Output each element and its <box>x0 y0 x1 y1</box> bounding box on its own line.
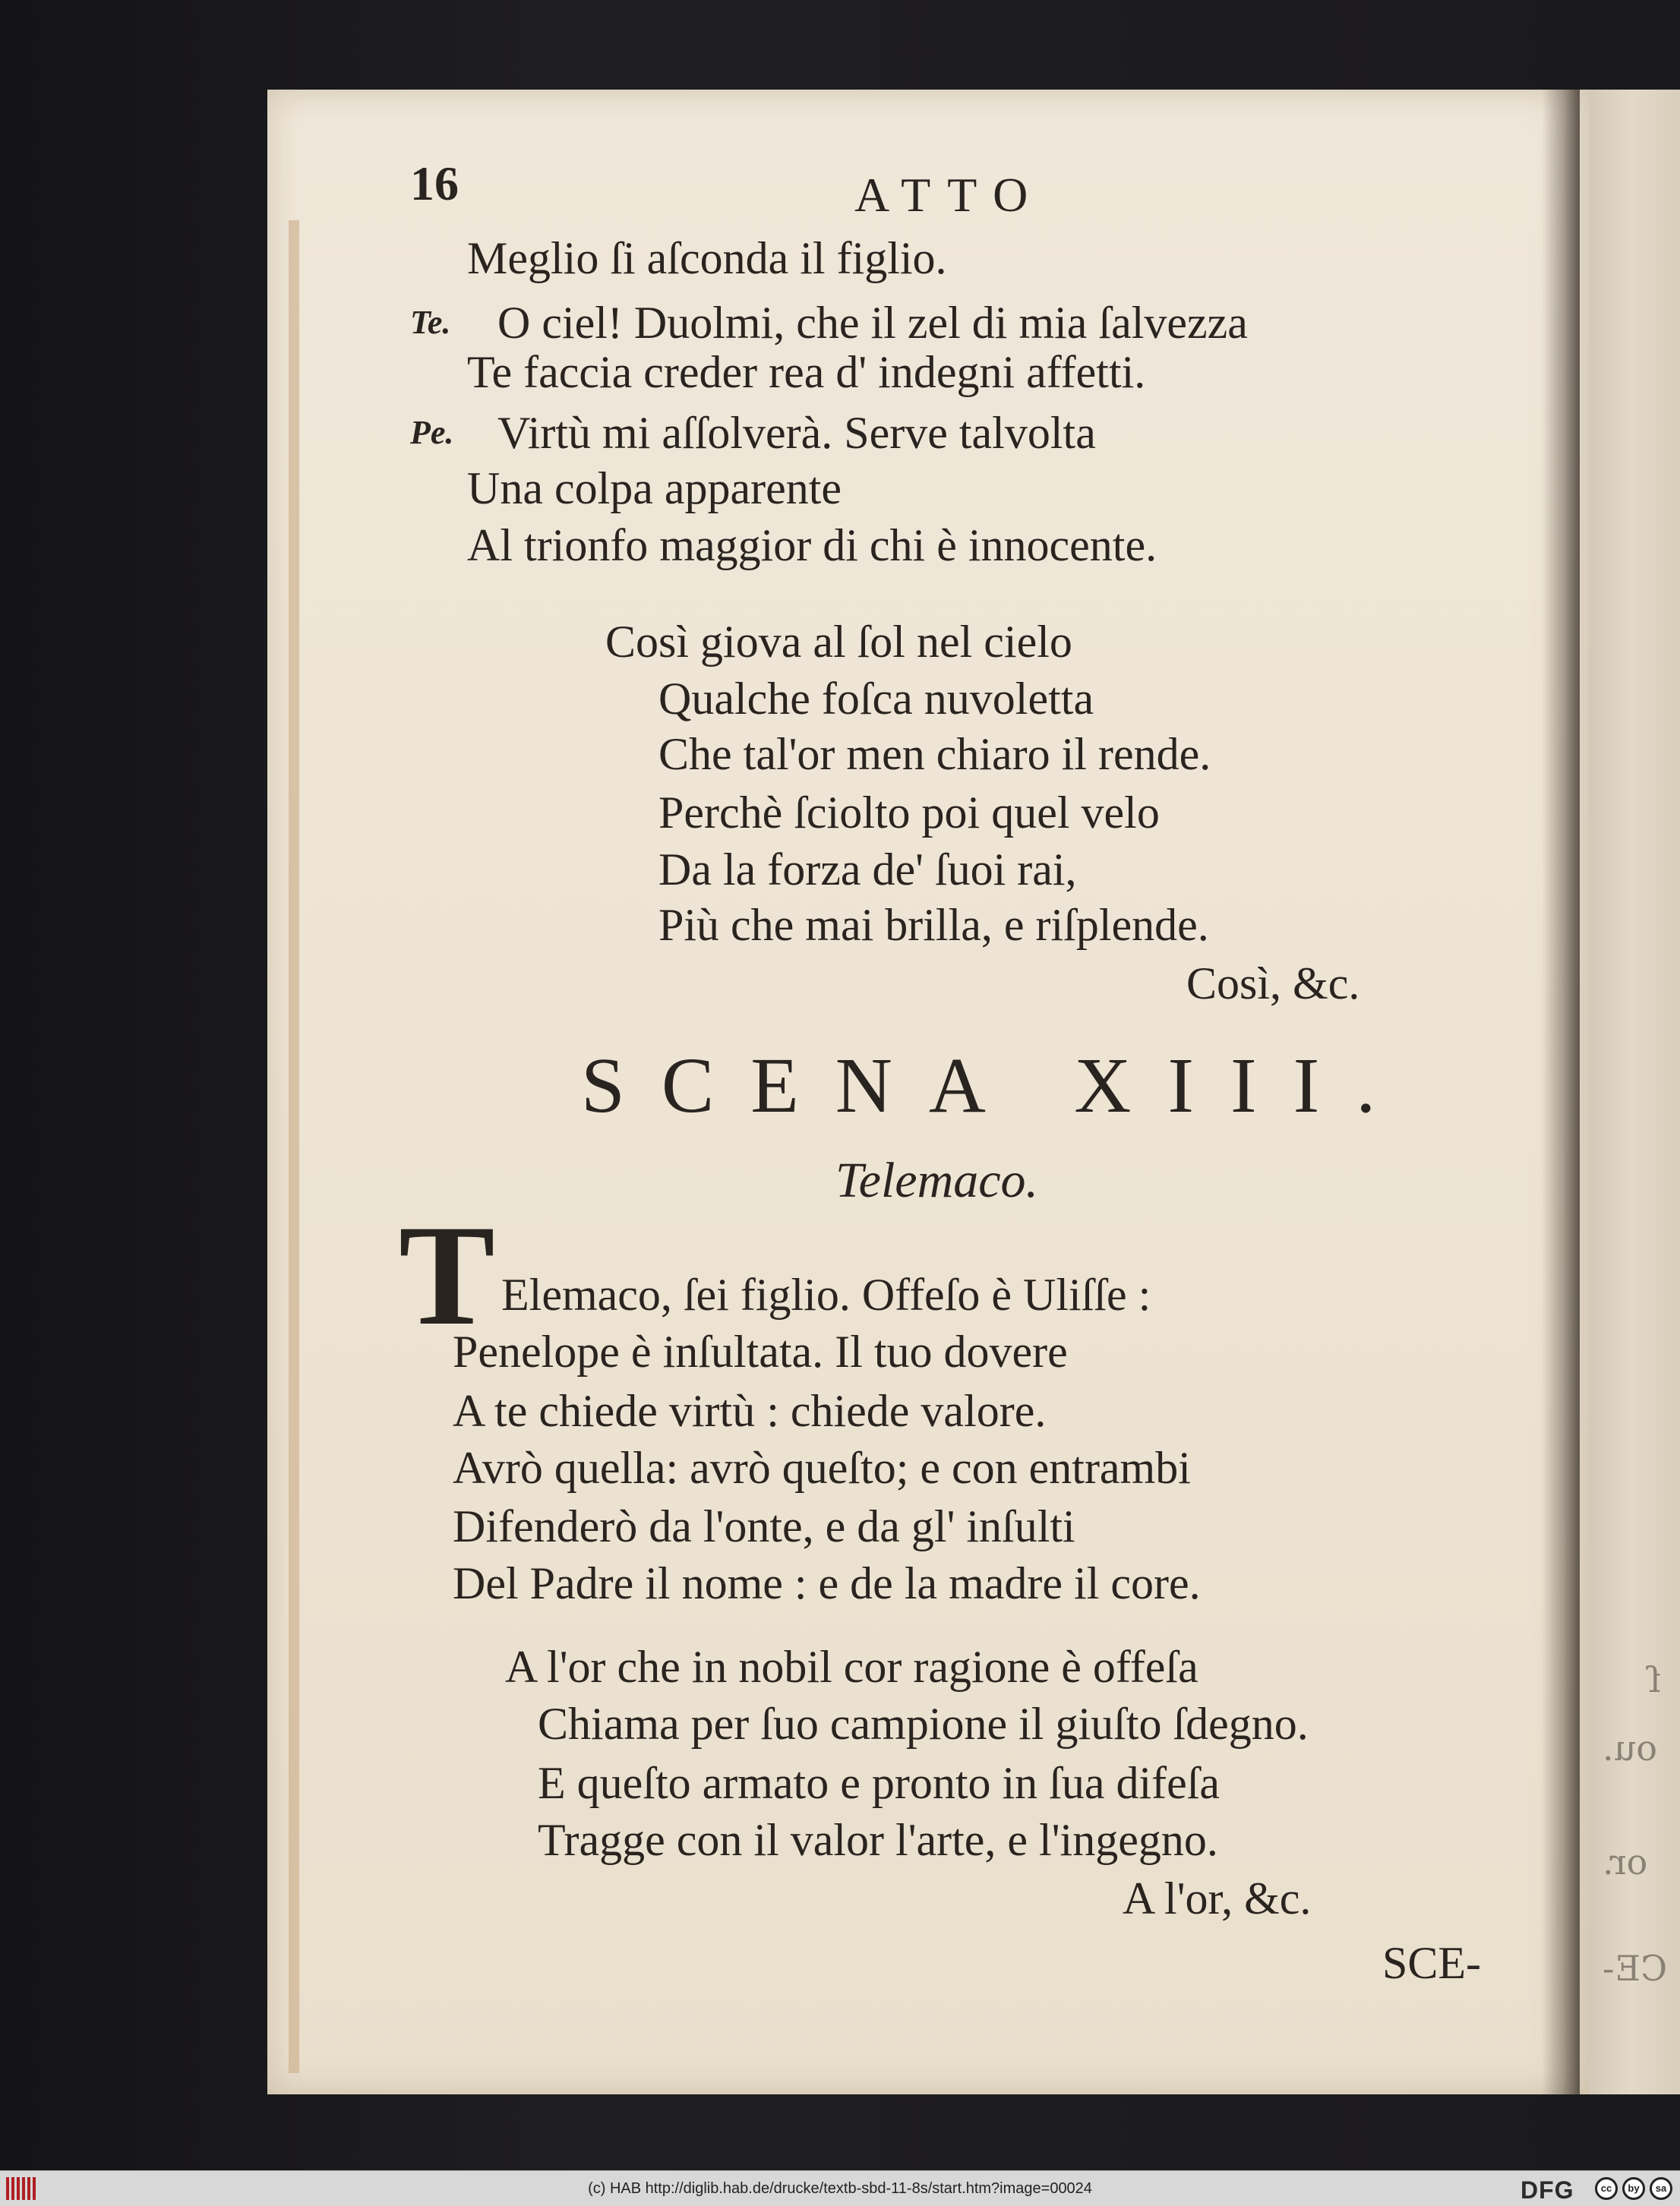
facing-page-fragment: ou. <box>1603 1728 1657 1769</box>
speaker-label: Te. <box>410 304 451 341</box>
page-number: 16 <box>410 156 459 210</box>
scene-character: Telemaco. <box>835 1153 1039 1208</box>
cc-sa-icon: sa <box>1650 2177 1672 2200</box>
page-gutter-shadow <box>1542 90 1580 2094</box>
aria-line: E queſto armato e pronto in ſua difeſa <box>538 1758 1221 1808</box>
dialogue-line: Una colpa apparente <box>467 463 842 513</box>
aria-line: Da la forza de' ſuoi rai, <box>658 844 1077 895</box>
aria-line: Perchè ſciolto poi quel velo <box>658 787 1160 838</box>
aria-line: Più che mai brilla, e riſplende. <box>658 900 1209 950</box>
aria-line: A l'or che in nobil cor ragione è offeſa <box>505 1642 1198 1692</box>
copyright-link[interactable]: (c) HAB http://diglib.hab.de/drucke/textb-sbd-11-8s/start.htm?image=00024 <box>588 2180 1092 2197</box>
aria-line: Qualche foſca nuvoletta <box>658 674 1094 724</box>
monologue-line: Avrò quella: avrò queſto; e con entrambi <box>453 1443 1191 1493</box>
aria-line: Che tal'or men chiaro il rende. <box>658 729 1211 779</box>
aria-line: Tragge con il valor l'arte, e l'ingegno. <box>538 1815 1218 1865</box>
dfg-logo: DFG <box>1521 2176 1574 2204</box>
scene-heading: SCENA XIII. <box>581 1042 1413 1129</box>
monologue-line: Penelope è inſultata. Il tuo dovere <box>453 1327 1068 1377</box>
dialogue-line: Al trionfo maggior di chi è innocente. <box>467 520 1157 570</box>
aria-refrain: A l'or, &c. <box>1123 1873 1312 1924</box>
aria-line: Chiama per ſuo campione il giuſto ſdegno. <box>538 1699 1309 1749</box>
drop-cap: T <box>399 1196 495 1355</box>
facing-page-fragment: ſ <box>1648 1659 1662 1700</box>
page-edge <box>289 220 299 2073</box>
dialogue-line: Virtù mi aſſolverà. Serve talvolta <box>497 408 1096 458</box>
monologue-line: Elemaco, ſei figlio. Offeſo è Uliſſe : <box>501 1270 1151 1320</box>
facing-page-fragment: or. <box>1603 1841 1648 1883</box>
aria-line: Così giova al ſol nel cielo <box>605 617 1072 667</box>
speaker-label: Pe. <box>410 414 454 451</box>
facing-page-fragment: CE- <box>1603 1948 1668 1989</box>
aria-refrain: Così, &c. <box>1186 958 1360 1008</box>
dialogue-line: O ciel! Duolmi, che il zel di mia ſalvezza <box>497 298 1248 348</box>
viewer-footer <box>0 2170 1680 2206</box>
running-head: ATTO <box>854 168 1045 222</box>
dialogue-line: Te faccia creder rea d' indegni affetti. <box>467 347 1146 397</box>
cc-by-icon: by <box>1622 2177 1645 2200</box>
catchword: SCE- <box>1382 1938 1482 1988</box>
dialogue-line: Meglio ſi aſconda il figlio. <box>467 233 947 283</box>
cc-license-icon: cc <box>1595 2177 1618 2200</box>
monologue-line: Del Padre il nome : e de la madre il core. <box>453 1558 1201 1608</box>
monologue-line: A te chiede virtù : chiede valore. <box>453 1386 1047 1436</box>
monologue-line: Difenderò da l'onte, e da gl' inſulti <box>453 1501 1075 1551</box>
